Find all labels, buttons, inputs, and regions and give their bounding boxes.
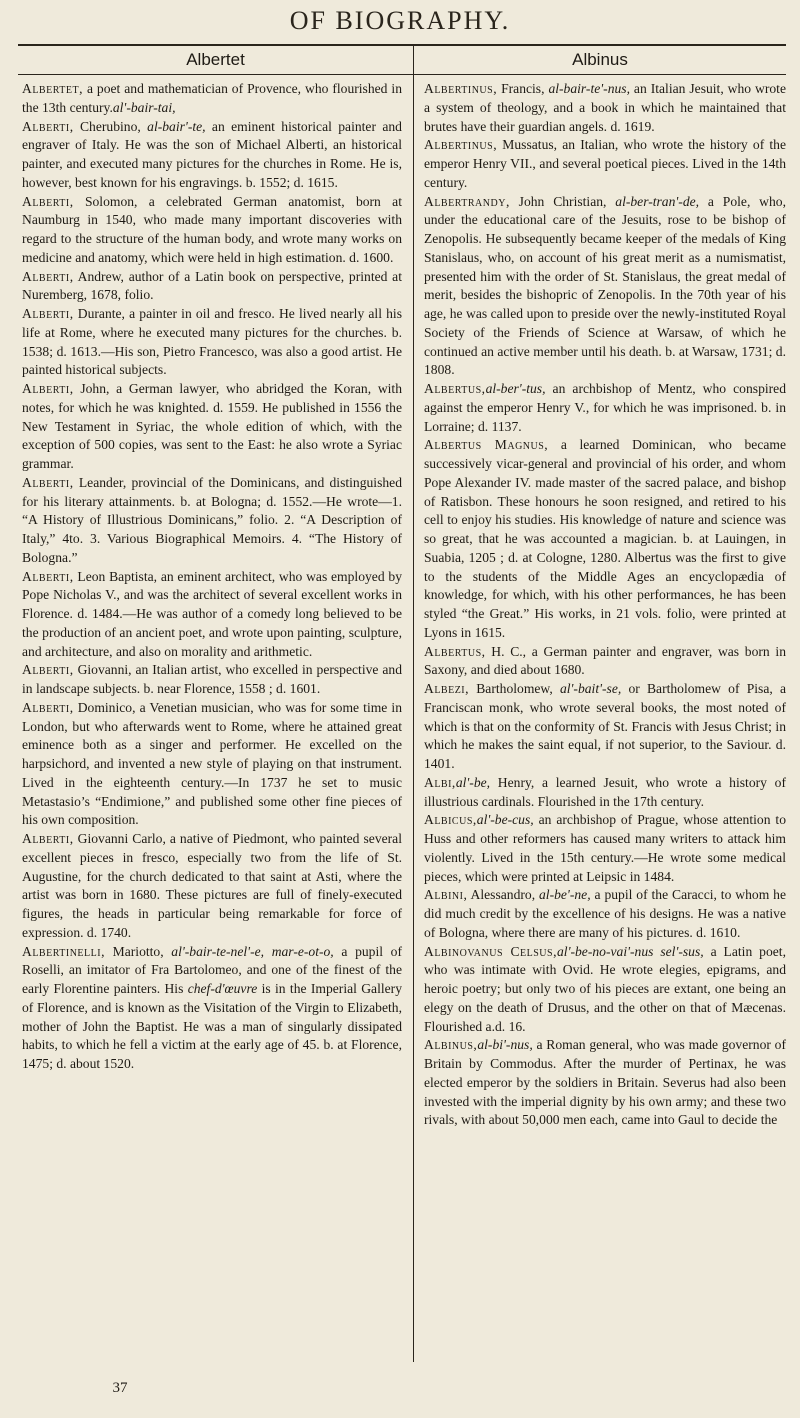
entry-name: Alberti, <box>22 568 74 584</box>
entry-name: Alberti, <box>22 268 74 284</box>
entry-name: Albertet, <box>22 81 83 96</box>
entry <box>424 436 786 642</box>
entry <box>424 774 786 812</box>
entry <box>424 811 786 886</box>
entry-name: Albinus, <box>424 1037 478 1053</box>
entry <box>424 80 786 136</box>
entry-pronunciation: al'-bair-tai, <box>112 99 176 115</box>
entry <box>424 680 786 774</box>
entry-text: Dominico, a Venetian musician, who was for some time in London, but who afterwards went to Rome, where he attained great eminence both as a singer and performer. He excelled on the harpsichord, and invented a new style of playing on that instrument. Lived in the eighteenth century.—In 1737 he set to music Metastasio’s “Endimione,” and published some other fine pieces of his own composition. <box>22 699 402 828</box>
entry-name: Albertus, <box>424 381 486 396</box>
entry-text: an archbishop of Prague, whose attention to Huss and other reformers has caused many writers to attack him violently. Lived in the 15th century.—He wrote some medical pieces, which were printed at Leipsic in 1484. <box>424 812 786 884</box>
entry <box>22 305 402 380</box>
entry-text: Giovanni, an Italian artist, who excelled in perspective and in landscape subjects. b. near Florence, 1558 ; d. 1601. <box>22 662 402 696</box>
entry-name: Alberti, <box>22 699 74 715</box>
entry-text: a pupil of the Caracci, to whom he did much credit by the excellence of his designs. He was a native of Bologna, where there are many of his pictures. d. 1610. <box>424 887 786 940</box>
right-column-heading: Albinus <box>572 50 628 69</box>
entry-pronunciation: al-ber-tran'-de, <box>615 193 700 209</box>
entry-text: Solomon, a celebrated German anatomist, born at Naumburg in 1540, who made many important discoveries with regard to the structure of the human body, and wrote many works on medicine and anatomy, which were held in high estimation. d. 1600. <box>22 193 402 265</box>
entry <box>22 943 402 1074</box>
entry-name: Alberti, <box>22 193 74 209</box>
left-column-heading: Albertet <box>186 50 245 69</box>
entry <box>424 1036 786 1130</box>
column-divider <box>413 44 414 1362</box>
entry <box>424 943 786 1037</box>
entry-text: Leon Baptista, an eminent architect, who was employed by Pope Nicholas V., and was the architect of several excellent works in Florence. d. 1484.—He was author of a comedy long believed to be the production of an ancient poet, and wrote upon painting, sculpture, and architecture, and also on morality and arithmetic. <box>22 568 402 659</box>
entry-name: Albicus, <box>424 812 477 828</box>
entry-text: Bartholomew, <box>469 681 560 696</box>
entry-text: Durante, a painter in oil and fresco. He lived nearly all his life at Rome, where he executed many pictures for the churches. b. 1538; d. 1613.—His son, Pietro Francesco, was also a good artist. He painted historical subjects. <box>22 306 402 378</box>
entry-text: a learned Dominican, who became successively vicar-general and provincial of his order, and whom Pope Alexander IV. made master of the sacred palace, and bishop of Ratisbon. These honours he soon resigned, and retired to his cell to enjoy his studies. His knowledge of nature and science was so great, that he was accounted a magician. b. at Lauingen, in Suabia, 1205 ; d. at Cologne, 1280. Albertus was the first to give to the students of the Middle Ages an encyclopædia of knowledge, for which, with his other performances, he has been styled “the Great.” His works, in 21 vols. folio, were printed at Lyons in 1615. <box>424 437 786 640</box>
entry-text: a pupil of Roselli, an imitator of Fra Bartolomeo, and one of the finest of the early Florentine painters. His <box>22 943 402 996</box>
entry-pronunciation: al'-be, <box>455 774 491 790</box>
entry-text: an eminent historical painter and engraver of Italy. He was the son of Michael Alberti, an historical painter, and executed many pictures for the churches in Rome. He is, however, best known for his engravings. b. 1552; d. 1615. <box>22 118 402 190</box>
entry-pronunciation: al-ber'-tus, <box>485 381 546 396</box>
entry-text: Mariotto, <box>105 943 172 959</box>
entry-name: Alberti, <box>22 474 74 490</box>
top-rule <box>18 44 786 46</box>
entry <box>22 118 402 193</box>
entry <box>424 136 786 192</box>
left-column <box>22 80 402 1074</box>
running-head: OF BIOGRAPHY. <box>289 6 511 35</box>
entry <box>424 380 786 436</box>
entry <box>424 643 786 681</box>
entry-text: John Christian, <box>509 193 616 209</box>
entry <box>22 568 402 662</box>
entry-name: Alberti, <box>22 381 74 396</box>
entry-pronunciation: al-be'-ne, <box>539 887 591 903</box>
entry-pronunciation: al'-bait'-se, <box>559 681 622 696</box>
entry-name: Albini, <box>424 887 468 903</box>
entry-pronunciation: al-bair'-te, <box>147 118 206 134</box>
entry-text: John, a German lawyer, who abridged the Koran, with notes, for which he was knighted. d. 1559. He published in 1556 the New Testament in Syriac, the whole edition of which, with the exception of 500 copies, was sent to the East: he also wrote a Syriac grammar. <box>22 381 402 471</box>
page-number: 37 <box>112 1380 128 1396</box>
entry-name: Albertinus, <box>424 137 498 153</box>
entry-name: Alberti, <box>22 662 74 678</box>
entry-text: Leander, provincial of the Dominicans, and distinguished for his literary attainments. b. at Bologna; d. 1552.—He wrote—1. “A History of Illustrious Dominicans,” folio. 2. “A Description of Italy,” 4to. 3. Various Biographical Memoirs. 4. “The History of Bologna.” <box>22 474 402 565</box>
entry-text: is in the Imperial Gallery of Florence, and is known as the Visitation of the Virgin to Elizabeth, mother of John the Baptist. He was a man of singularly dissipated habits, to which he fell a victim at the early age of 45. b. at Florence, 1475; d. about 1520. <box>22 981 402 1071</box>
entry-name: Alberti, <box>22 831 74 846</box>
entry-name: Albertrandy, <box>424 193 510 209</box>
entry-pronunciation: al'-be-cus, <box>476 812 534 828</box>
entry <box>22 380 402 474</box>
entry-text: or Bartholomew of Pisa, a Franciscan monk, who wrote several books, the most noted of which is that on the conformity of St. Francis with Jesus Christ; in which he makes the saint equal, if not superior, to the Saviour. d. 1401. <box>424 681 786 771</box>
entry-name: Albertus Magnus, <box>424 437 549 453</box>
entry-name: Albezi, <box>424 681 470 696</box>
entry <box>22 474 402 568</box>
entry <box>424 886 786 942</box>
entry <box>424 193 786 381</box>
entry-name: Albertus, <box>424 643 486 659</box>
entry-text: a Pole, who, under the educational care of the Jesuits, rose to be bishop of Zenopolis. He subsequently became keeper of the medals of King Stanislaus, who, on account of his great merit as a numismatist, presented him with the order of St. Stanislaus, the great medal of merit, besides the bishopric of Zenopolis. In the 70th year of his age, he was called upon to preside over the newly-instituted Royal Society of the Friends of Science at Warsaw, of which he continued an active member until his death. b. at Warsaw, 1731; d. 1808. <box>424 193 786 378</box>
entry <box>22 830 402 943</box>
entry-name: Alberti, <box>22 118 74 134</box>
entry-name: Albertinelli, <box>22 943 105 959</box>
entry-text: Alessandro, <box>467 887 539 903</box>
right-column <box>424 80 786 1130</box>
entry-text: a Roman general, who was made governor of Britain by Commodus. After the murder of Pertinax, he was elected emperor by the soldiers in Britain. Severus had also been invested with the imperial dignity by his own army; and these two rivals, with about 50,000 men each, came into Gaul to decide the <box>424 1037 786 1128</box>
entry-text: Giovanni Carlo, a native of Piedmont, who painted several excellent pieces in fresco, especially two from the life of St. Augustine, for the church dedicated to that saint at Asti, where the artist was born in 1680. These pictures are full of finely-executed figures, the heads in particular being remarkable for force of expression. d. 1740. <box>22 831 402 940</box>
entry-text: Mussatus, an Italian, who wrote the history of the emperor Henry VII., and several poetical pieces. Lived in the 14th century. <box>424 137 786 190</box>
entry-text: a Latin poet, who was intimate with Ovid. He wrote elegies, epigrams, and heroic poetry; but only two of his pieces are extant, one being an elegy on the death of Drusus, and the other on that of Mæcenas. Flourished a.d. 16. <box>424 943 786 1034</box>
entry-pronunciation: al-bi'-nus, <box>477 1037 533 1053</box>
entry-text: Cherubino, <box>73 118 148 134</box>
entry-italic: chef-d'œuvre <box>187 981 258 996</box>
entry <box>22 80 402 118</box>
entry-name: Albinovanus Celsus, <box>424 943 557 959</box>
entry <box>22 193 402 268</box>
entry-pronunciation: al'-be-no-vai'-nus sel'-sus, <box>557 943 704 959</box>
entry-text: Andrew, author of a Latin book on perspective, printed at Nuremberg, 1678, folio. <box>22 268 402 303</box>
entry-pronunciation: al-bair-te'-nus, <box>548 81 630 96</box>
heading-rule <box>18 74 786 75</box>
entry <box>22 268 402 306</box>
entry <box>22 661 402 699</box>
entry-text: an Italian Jesuit, who wrote a system of theology, and a book in which he maintained that brutes have their guardian angels. d. 1619. <box>424 81 786 134</box>
entry-text: H. C., a German painter and engraver, was born in Saxony, and died about 1680. <box>424 643 786 678</box>
entry-text: Henry, a learned Jesuit, who wrote a history of illustrious cardinals. Flourished in the 17th century. <box>424 774 786 809</box>
entry-text: an archbishop of Mentz, who conspired against the emperor Henry V., for which he was imprisoned. b. in Lorraine; d. 1137. <box>424 381 786 434</box>
entry-text: Francis, <box>497 81 549 96</box>
entry-name: Albi, <box>424 774 456 790</box>
entry-pronunciation: al'-bair-te-nel'-e, mar-e-ot-o, <box>171 943 334 959</box>
entry-text: a poet and mathematician of Provence, who flourished in the 13th century. <box>22 81 402 115</box>
entry-name: Alberti, <box>22 306 74 321</box>
entry-name: Albertinus, <box>424 81 498 96</box>
entry <box>22 699 402 830</box>
